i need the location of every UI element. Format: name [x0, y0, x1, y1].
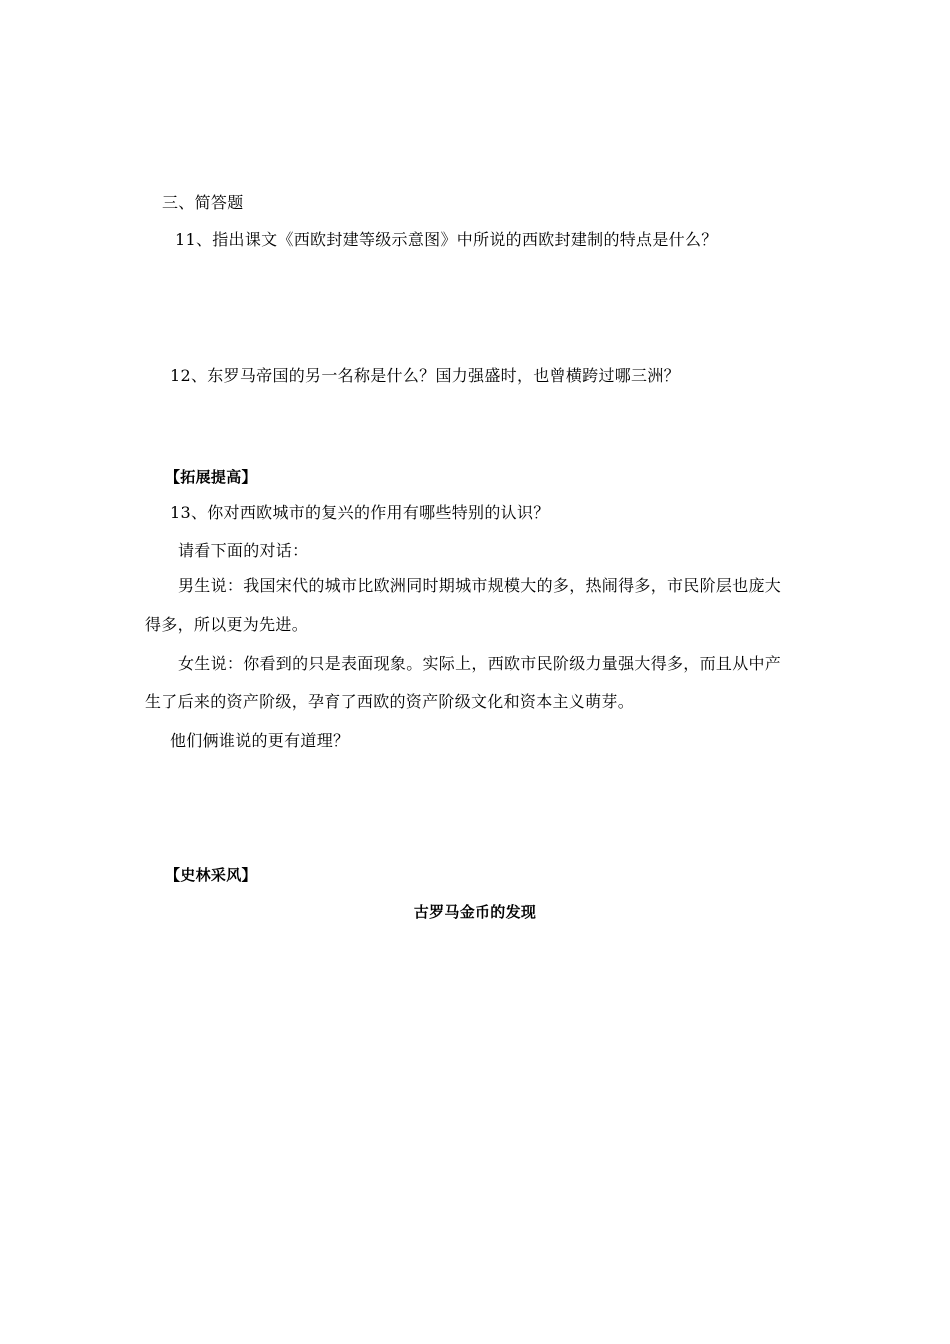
question-13: 13、你对西欧城市的复兴的作用有哪些特别的认识？ [170, 503, 550, 522]
section-heading-history: 【史林采风】 [165, 866, 257, 884]
boy-dialogue-line-1: 男生说：我国宋代的城市比欧洲同时期城市规模大的多，热闹得多，市民阶层也庞大 [178, 576, 782, 595]
question-12: 12、东罗马帝国的另一名称是什么？国力强盛时，也曾横跨过哪三洲？ [170, 366, 680, 385]
boy-dialogue-line-2: 得多，所以更为先进。 [145, 615, 309, 634]
question-11: 11、指出课文《西欧封建等级示意图》中所说的西欧封建制的特点是什么？ [175, 230, 718, 249]
girl-dialogue-line-2: 生了后来的资产阶级，孕育了西欧的资产阶级文化和资本主义萌芽。 [145, 692, 635, 711]
section-heading-extension: 【拓展提高】 [165, 468, 257, 486]
section-heading-short-answer: 三、简答题 [162, 193, 244, 212]
dialogue-question: 他们俩谁说的更有道理？ [170, 731, 350, 750]
girl-dialogue-line-1: 女生说：你看到的只是表面现象。实际上，西欧市民阶级力量强大得多，而且从中产 [178, 654, 782, 673]
dialogue-intro: 请看下面的对话： [178, 541, 309, 560]
article-title: 古罗马金币的发现 [413, 903, 537, 921]
